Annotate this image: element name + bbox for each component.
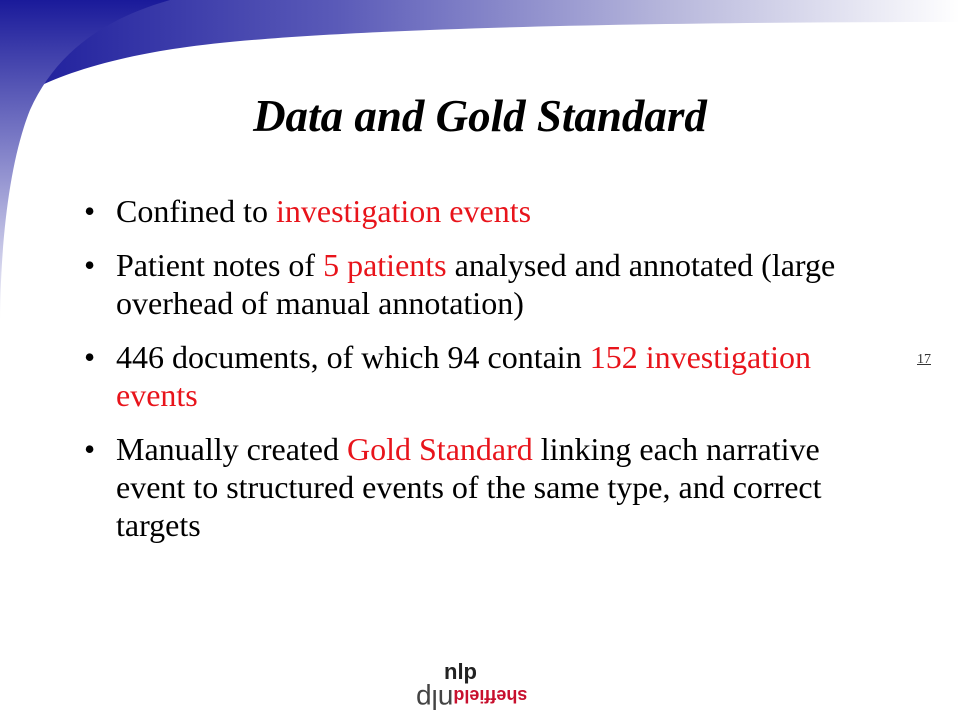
bullet-item	[80, 430, 880, 544]
highlighted-text: 5 patients	[323, 247, 447, 283]
bullet-item	[80, 192, 880, 230]
highlighted-text: investigation events	[275, 193, 532, 229]
highlighted-text: 152 investigation events	[116, 339, 811, 413]
bullet-list	[80, 192, 880, 560]
bullet-text: Manually created	[116, 431, 347, 467]
highlighted-text: Gold Standard	[347, 431, 533, 467]
bullet-dot: •	[84, 193, 96, 229]
sheffield-nlp-logo	[416, 660, 546, 716]
bullet-text: Confined to	[116, 193, 276, 229]
bullet-dot: •	[84, 431, 96, 467]
bullet-dot: •	[84, 247, 96, 283]
bullet-text: linking each narrative event to structured events of the same type, and correct targets	[116, 431, 822, 543]
bullet-text: Patient notes of	[116, 247, 324, 283]
bullet-dot: •	[84, 339, 96, 375]
bullet-item	[80, 338, 880, 414]
bullet-text: 446 documents, of which 94 contain	[116, 339, 590, 375]
logo-flipped-text: sheffieldnlp	[416, 684, 528, 715]
logo-nlp-text: nlp	[444, 659, 477, 684]
bullet-text: analysed and annotated (large overhead of manual annotation)	[116, 247, 836, 321]
slide-title: Data and Gold Standard	[253, 91, 707, 141]
page-number: 17	[917, 352, 931, 367]
bullet-item	[80, 246, 880, 322]
